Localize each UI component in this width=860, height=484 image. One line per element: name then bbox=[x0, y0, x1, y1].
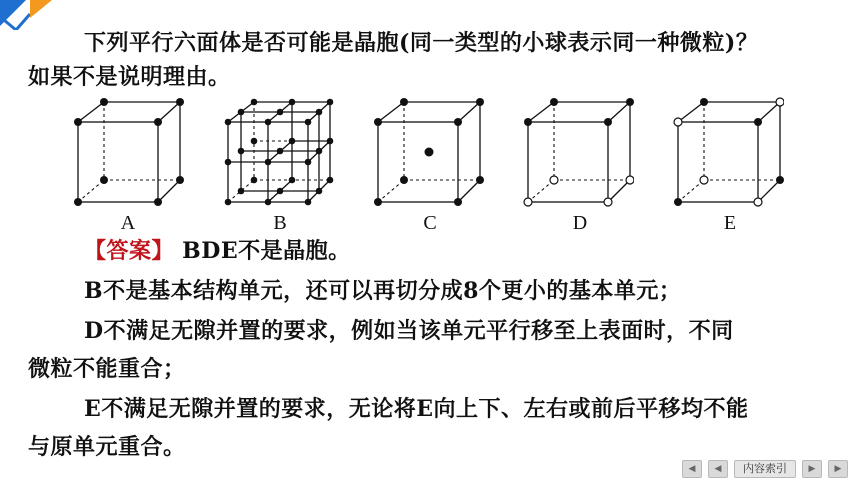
reason-d-line-1: D不满足无隙并置的要求，例如当该单元平行移至上表面时，不同 bbox=[84, 318, 734, 344]
figure-d-cube bbox=[522, 96, 634, 208]
figure-d-label: D bbox=[572, 212, 588, 234]
reason-e-line-2: 与原单元重合。 bbox=[28, 434, 186, 460]
content-index-button[interactable]: 内容索引 bbox=[734, 460, 796, 478]
corner-decoration bbox=[0, 0, 60, 30]
answer-line bbox=[84, 236, 351, 266]
figure-e-cube bbox=[672, 96, 784, 208]
answer-text: BDE不是晶胞。 bbox=[174, 238, 351, 264]
figure-e-label: E bbox=[723, 212, 737, 234]
figure-a-cube bbox=[72, 96, 184, 208]
reason-d-line-2: 微粒不能重合； bbox=[28, 356, 186, 382]
figure-a-label: A bbox=[120, 212, 136, 234]
figure-c-cube bbox=[372, 96, 484, 208]
question-line-2: 如果不是说明理由。 bbox=[28, 64, 231, 90]
next-page-icon[interactable]: ▶ bbox=[802, 460, 822, 478]
answer-tag: 【答案】 bbox=[84, 238, 175, 264]
reason-b: B不是基本结构单元，还可以再切分成8个更小的基本单元； bbox=[84, 278, 682, 304]
last-page-icon[interactable]: ▶ bbox=[828, 460, 848, 478]
first-page-icon[interactable]: ◀ bbox=[682, 460, 702, 478]
question-line-1: 下列平行六面体是否可能是晶胞(同一类型的小球表示同一种微粒)？ bbox=[84, 30, 759, 56]
figure-b-cube bbox=[222, 96, 334, 208]
figure-b-label: B bbox=[273, 212, 287, 234]
prev-page-icon[interactable]: ◀ bbox=[708, 460, 728, 478]
slide-navigation bbox=[676, 460, 848, 478]
figure-c-label: C bbox=[423, 212, 437, 234]
reason-e-line-1: E不满足无隙并置的要求，无论将E向上下、左右或前后平移均不能 bbox=[84, 396, 749, 422]
